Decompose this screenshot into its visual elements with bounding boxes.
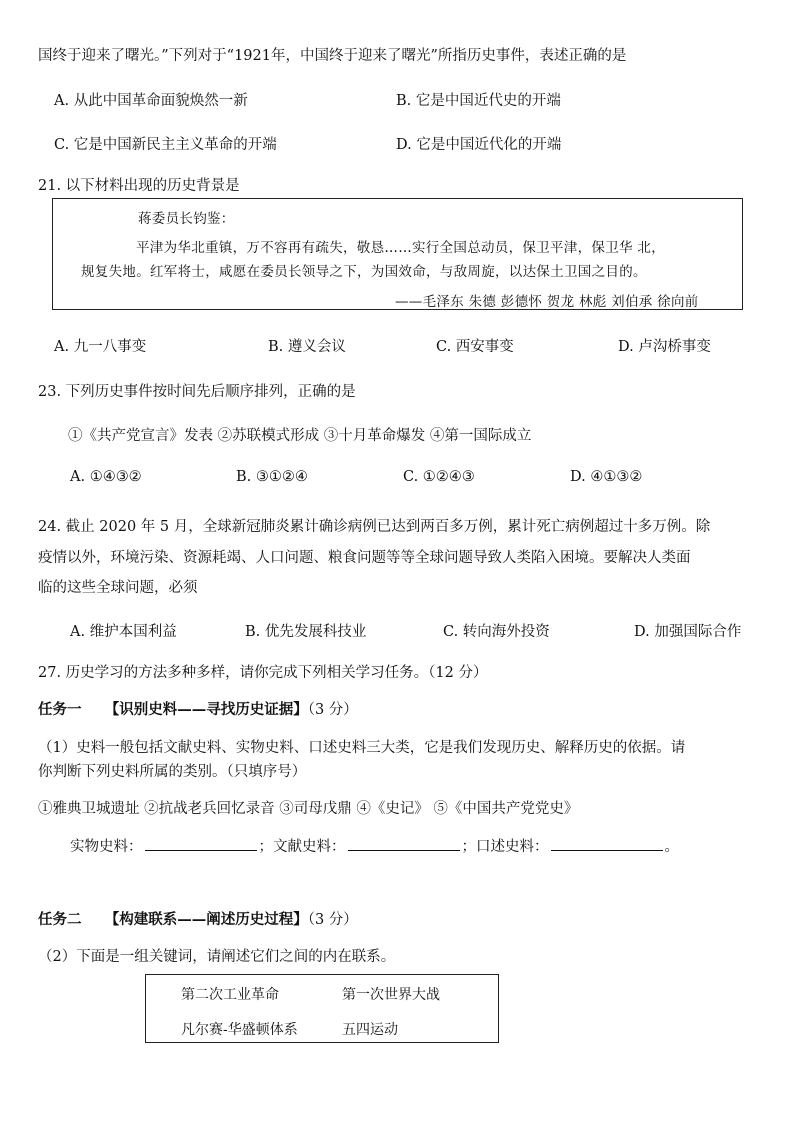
fill-label-documentary: ；文献史料： bbox=[258, 839, 346, 855]
keyword-4: 五四运动 bbox=[342, 1022, 398, 1038]
fill-blank-oral[interactable] bbox=[551, 836, 663, 851]
fill-blank-physical[interactable] bbox=[145, 836, 257, 851]
q21-material-box bbox=[52, 198, 743, 310]
task1-question-line-2: 你判断下列史料所属的类别。（只填序号） bbox=[38, 764, 307, 780]
q24-stem-line-1: 24. 截止 2020 年 5 月，全球新冠肺炎累计确诊病例已达到两百多万例，累计死亡病例超过十多万例。除 bbox=[38, 519, 711, 535]
q24-option-d: D. 加强国际合作 bbox=[634, 624, 742, 640]
q21-option-a: A. 九一八事变 bbox=[54, 339, 147, 355]
q20-option-c: C. 它是中国新民主主义革命的开端 bbox=[54, 137, 277, 153]
task2-score: （3 分） bbox=[307, 912, 358, 928]
q23-option-d: D. ④①③② bbox=[570, 469, 643, 485]
material-line-2: 规复失地。红军将士，咸愿在委员长领导之下，为国效命，与敌周旋，以达保土卫国之目的。 bbox=[81, 264, 647, 280]
keywords-box bbox=[145, 974, 499, 1043]
q24-option-b: B. 优先发展科技业 bbox=[245, 624, 367, 640]
q23-items: ①《共产党宣言》发表 ②苏联模式形成 ③十月革命爆发 ④第一国际成立 bbox=[68, 428, 532, 444]
q23-option-c: C. ①②④③ bbox=[403, 469, 475, 485]
task2-heading bbox=[38, 908, 358, 929]
q21-option-b: B. 遵义会议 bbox=[268, 339, 346, 355]
q23-option-b: B. ③①②④ bbox=[236, 469, 308, 485]
task1-score: （3 分） bbox=[307, 702, 358, 718]
material-line-1: 平津为华北重镇，万不容再有疏失，敬恳……实行全国总动员，保卫平津，保卫华 北， bbox=[136, 240, 665, 256]
fill-end: 。 bbox=[664, 839, 679, 855]
q24-option-a: A. 维护本国利益 bbox=[70, 624, 177, 640]
fill-label-physical: 实物史料： bbox=[70, 839, 143, 855]
fill-blank-documentary[interactable] bbox=[348, 836, 460, 851]
q20-stem: 国终于迎来了曙光。”下列对于“1921年，中国终于迎来了曙光”所指历史事件，表述正确的是 bbox=[38, 48, 627, 64]
q23-option-a: A. ①④③② bbox=[70, 469, 142, 485]
q20-option-b: B. 它是中国近代史的开端 bbox=[396, 93, 561, 109]
task1-title: 【识别史料——寻找历史证据】 bbox=[104, 701, 308, 718]
task1-heading bbox=[38, 698, 358, 719]
q21-stem: 21. 以下材料出现的历史背景是 bbox=[38, 178, 240, 194]
q27-stem: 27. 历史学习的方法多种多样，请你完成下列相关学习任务。（12 分） bbox=[38, 665, 488, 681]
q24-stem-line-3: 临的这些全球问题，必须 bbox=[38, 580, 198, 596]
task1-question-line-1: （1）史料一般包括文献史料、实物史料、口述史料三大类，它是我们发现历史、解释历史的依据。请 bbox=[38, 740, 686, 756]
task2-label: 任务二 bbox=[38, 911, 82, 928]
fill-label-oral: ；口述史料： bbox=[461, 839, 549, 855]
task1-items: ①雅典卫城遗址 ②抗战老兵回忆录音 ③司母戊鼎 ④《史记》 ⑤《中国共产党党史》 bbox=[38, 801, 579, 817]
keyword-1: 第二次工业革命 bbox=[181, 987, 279, 1003]
q20-option-d: D. 它是中国近代化的开端 bbox=[396, 137, 562, 153]
q24-option-c: C. 转向海外投资 bbox=[443, 624, 550, 640]
q20-option-a: A. 从此中国革命面貌焕然一新 bbox=[54, 93, 248, 109]
q21-option-c: C. 西安事变 bbox=[436, 339, 514, 355]
task2-title: 【构建联系——阐述历史过程】 bbox=[104, 911, 308, 928]
keyword-2: 第一次世界大战 bbox=[342, 987, 440, 1003]
q23-stem: 23. 下列历史事件按时间先后顺序排列，正确的是 bbox=[38, 384, 356, 400]
keyword-3: 凡尔赛-华盛顿体系 bbox=[181, 1022, 298, 1038]
material-signature: ——毛泽东 朱德 彭德怀 贺龙 林彪 刘伯承 徐向前 bbox=[395, 294, 699, 310]
task1-fill-row bbox=[70, 835, 679, 856]
task2-question: （2）下面是一组关键词，请阐述它们之间的内在联系。 bbox=[38, 949, 396, 965]
material-salutation: 蒋委员长钧鉴： bbox=[138, 211, 235, 227]
task1-label: 任务一 bbox=[38, 701, 82, 718]
q24-stem-line-2: 疫情以外，环境污染、资源耗竭、人口问题、粮食问题等等全球问题导致人类陷入困境。要解决人类面 bbox=[38, 550, 691, 566]
q21-option-d: D. 卢沟桥事变 bbox=[618, 339, 711, 355]
